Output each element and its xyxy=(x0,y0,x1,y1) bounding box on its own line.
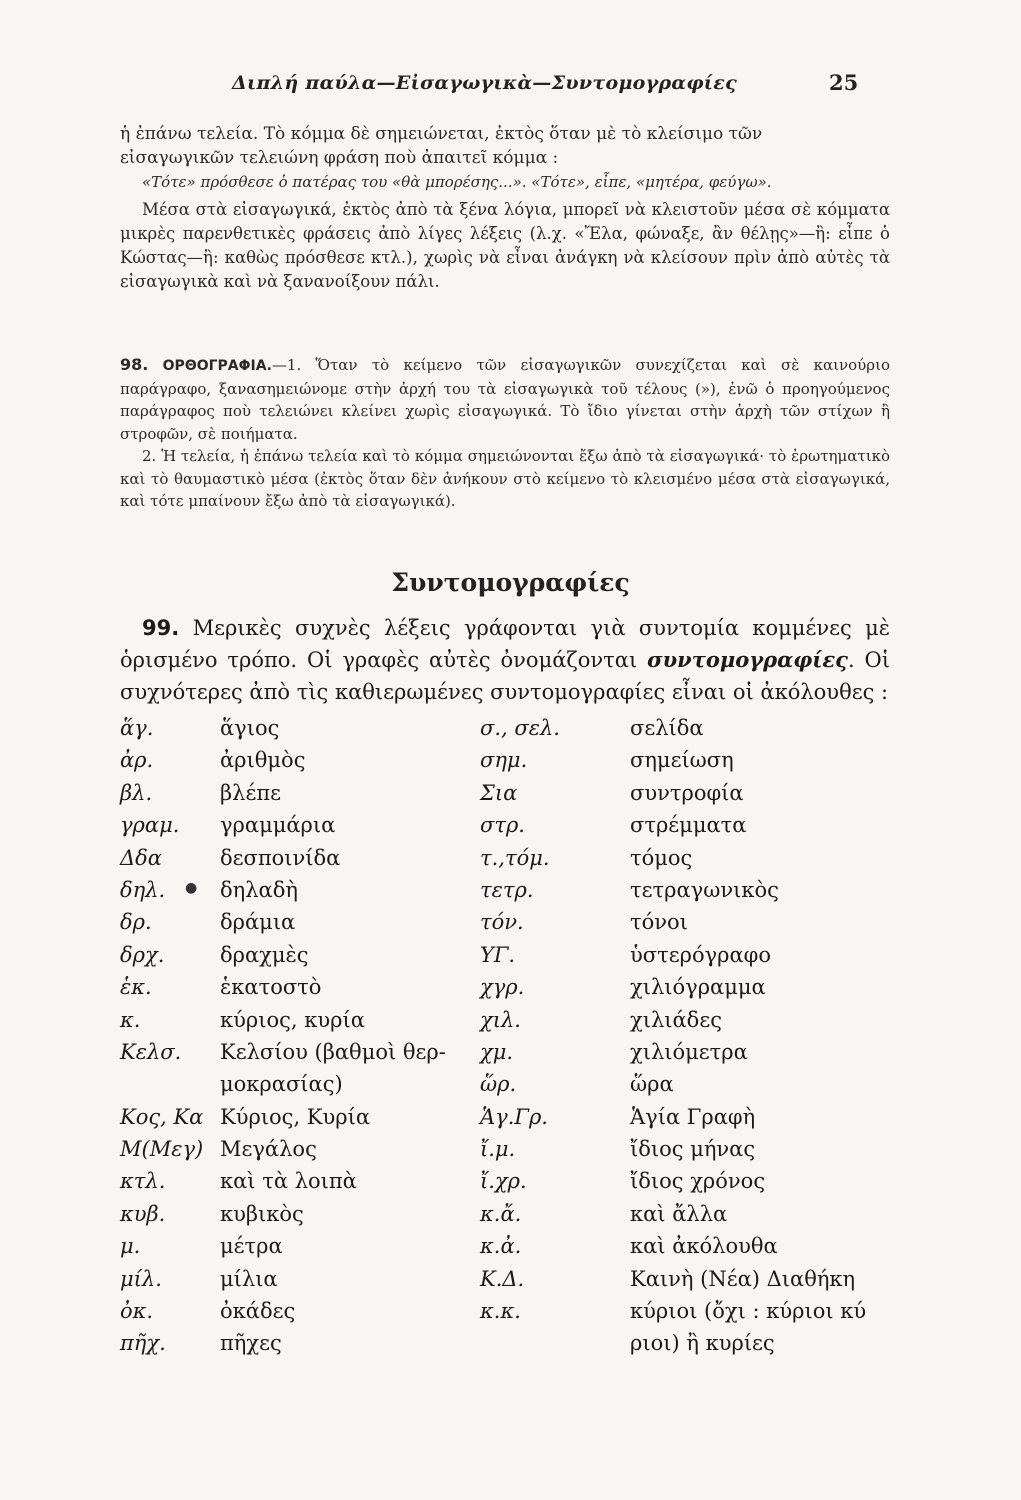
abbreviation: στρ. xyxy=(480,813,525,838)
abbreviation: ἴ.μ. xyxy=(480,1137,516,1162)
meaning: Κύριος, Κυρία xyxy=(220,1104,371,1129)
paragraph-quotes-inner: Μέσα στὰ εἰσαγωγικά, ἐκτὸς ἀπὸ τὰ ξένα λόγια, μπορεῖ νὰ κλειστοῦν μέσα σὲ κόμματα μικρὲς παρενθετικὲς φράσεις ἀπὸ λίγες λέξεις (λ.χ. «Ἔλα, φώναξε, ἂν θέλῃς»—ἢ: εἶπε ὁ Κώστας—ἢ: καθὼς πρόσθεσε κτλ.), χωρὶς νὰ εἶναι ἀνάγκη νὰ κλείσουν πρὶν ἀπὸ αὐτὲς τὰ εἰσαγωγικὰ καὶ νὰ ξανανοίξουν πάλι. xyxy=(120,200,890,291)
meaning: ριοι) ἢ κυρίες xyxy=(630,1331,775,1356)
abbreviation: Ἁγ.Γρ. xyxy=(480,1104,548,1129)
abbreviation-row xyxy=(120,842,910,874)
section-99-intro xyxy=(120,612,890,708)
meaning: πῆχες xyxy=(220,1331,282,1356)
section-98-item-2: 2. Ἡ τελεία, ἡ ἐπάνω τελεία καὶ τὸ κόμμα σημειώνονται ἔξω ἀπὸ τὰ εἰσαγωγικά· τὸ ἐρωτηματικὸ καὶ τὸ θαυμαστικὸ μέσα (ἐκτὸς ὅταν δὲν ἀνήκουν στὸ κείμενο τὸ κλεισμένο μέσα στὰ εἰσαγωγικά, καὶ τότε μπαίνουν ἔξω ἀπὸ τὰ εἰσαγωγικά). xyxy=(120,447,890,510)
abbreviation: γραμ. xyxy=(120,813,180,838)
meaning: κύριος, κυρία xyxy=(220,1007,365,1032)
abbreviation: Δδα xyxy=(120,845,162,870)
meaning: μοκρασίας) xyxy=(220,1072,343,1097)
abbreviation: πῆχ. xyxy=(120,1331,166,1356)
print-speck: ● xyxy=(185,880,198,896)
meaning: ἴδιος μήνας xyxy=(630,1137,756,1162)
meaning: χιλιόμετρα xyxy=(630,1039,748,1064)
meaning: Ἁγία Γραφὴ xyxy=(630,1104,756,1129)
section-heading: Συντομογραφίες xyxy=(391,568,630,597)
meaning: κυβικὸς xyxy=(220,1201,304,1226)
abbreviation-row xyxy=(120,971,910,1003)
defined-term: συντομογραφίες xyxy=(647,647,848,672)
meaning: δηλαδὴ xyxy=(220,877,298,902)
abbreviation: μίλ. xyxy=(120,1266,162,1291)
abbreviation: ὀκ. xyxy=(120,1299,154,1324)
abbreviation: ἑκ. xyxy=(120,975,152,1000)
meaning: ἅγιος xyxy=(220,716,280,740)
abbreviation-row xyxy=(120,1133,910,1165)
section-text: . Οἱ συχνότερες ἀπὸ τὶς καθιερωμένες συντομογραφίες εἶναι οἱ ἀκόλουθες : xyxy=(120,648,890,704)
abbreviation: ὥρ. xyxy=(480,1072,517,1097)
abbreviation: κυβ. xyxy=(120,1201,166,1226)
abbreviation: κ.ἄ. xyxy=(480,1201,522,1226)
section-number: 98. xyxy=(120,355,149,374)
abbreviation-row xyxy=(120,906,910,938)
paragraph-line: εἰσαγωγικῶν τελειώνη φράση ποὺ ἀπαιτεῖ κόμμα : xyxy=(120,148,559,168)
abbreviation-row xyxy=(120,1198,910,1230)
meaning: βλέπε xyxy=(220,780,282,805)
meaning: ἀριθμὸς xyxy=(220,748,306,773)
meaning: γραμμάρια xyxy=(220,813,336,838)
abbreviations-table xyxy=(120,712,910,1360)
abbreviation: δρχ. xyxy=(120,942,165,967)
abbreviation: σημ. xyxy=(480,748,528,773)
abbreviation: τόν. xyxy=(480,910,524,935)
section-98 xyxy=(120,354,890,513)
meaning: ἴδιος χρόνος xyxy=(630,1169,766,1194)
section-number: 99. xyxy=(142,616,180,640)
abbreviation: χγρ. xyxy=(480,975,525,1000)
abbreviation: δρ. xyxy=(120,910,152,935)
meaning: τόμος xyxy=(630,845,693,870)
meaning: τόνοι xyxy=(630,910,688,935)
page-number: 25 xyxy=(829,70,859,95)
abbreviation-row xyxy=(120,777,910,809)
abbreviation: κ.ἀ. xyxy=(480,1234,522,1259)
abbreviation: Κελσ. xyxy=(120,1039,182,1064)
meaning: σημείωση xyxy=(630,748,734,773)
abbreviation: σ., σελ. xyxy=(480,716,560,740)
section-text: —1. Ὅταν τὸ κείμενο τῶν εἰσαγωγικῶν συνεχίζεται καὶ σὲ καινούριο παράγραφο, ξανασημειώνομε στὴν ἀρχή του τὰ εἰσαγωγικὰ τοῦ τέλους (»), ἐνῶ ὁ προηγούμενος παράγραφος ποὺ τελειώνει κλείνει χωρὶς εἰσαγωγικά. Τὸ ἴδιο γίνεται στὴν ἀρχὴ τῶν στίχων ἢ στροφῶν, σὲ ποιήματα. xyxy=(120,356,890,443)
paragraph-line: ἡ ἐπάνω τελεία. Τὸ κόμμα δὲ σημειώνεται, ἐκτὸς ὅταν μὲ τὸ κλείσιμο τῶν xyxy=(120,124,763,144)
meaning: δράμια xyxy=(220,910,296,935)
meaning: κύριοι (ὄχι : κύριοι κύ xyxy=(630,1299,867,1324)
top-paragraphs xyxy=(120,122,890,294)
abbreviation: κτλ. xyxy=(120,1169,166,1194)
meaning: σελίδα xyxy=(630,716,704,740)
meaning: τετραγωνικὸς xyxy=(630,877,779,902)
abbreviation: δηλ. xyxy=(120,877,166,902)
meaning: καὶ ἀκόλουθα xyxy=(630,1234,778,1259)
abbreviation: ΥΓ. xyxy=(480,942,516,967)
abbreviation-row xyxy=(120,1327,910,1359)
meaning: Κελσίου (βαθμοὶ θερ- xyxy=(220,1039,446,1064)
abbreviation-row xyxy=(120,1230,910,1262)
meaning: ἑκατοστὸ xyxy=(220,975,322,1000)
abbreviation-row xyxy=(120,1036,910,1068)
meaning: καὶ τὰ λοιπὰ xyxy=(220,1169,357,1194)
abbreviation-row xyxy=(120,874,910,906)
abbreviation-row xyxy=(120,712,910,744)
abbreviation-row xyxy=(120,744,910,776)
abbreviation-row xyxy=(120,1004,910,1036)
abbreviation-row xyxy=(120,1101,910,1133)
abbreviation: μ. xyxy=(120,1234,141,1259)
abbreviation-row xyxy=(120,1295,910,1327)
abbreviation-row xyxy=(120,1263,910,1295)
meaning: στρέμματα xyxy=(630,813,747,838)
meaning: χιλιάδες xyxy=(630,1007,722,1032)
abbreviation: τετρ. xyxy=(480,877,534,902)
abbreviation: ἴ.χρ. xyxy=(480,1169,527,1194)
meaning: μέτρα xyxy=(220,1234,283,1259)
meaning: δεσποινίδα xyxy=(220,845,341,870)
abbreviation-row xyxy=(120,809,910,841)
section-98-item-1 xyxy=(120,354,890,445)
abbreviation: ἀρ. xyxy=(120,748,154,773)
section-title: ΟΡΘΟΓΡΑΦΙΑ. xyxy=(162,358,272,374)
abbreviation: Σια xyxy=(480,780,518,805)
meaning: ὀκάδες xyxy=(220,1299,296,1324)
abbreviation: κ.κ. xyxy=(480,1299,521,1324)
abbreviation: χμ. xyxy=(480,1039,514,1064)
abbreviation: τ.,τόμ. xyxy=(480,845,550,870)
meaning: δραχμὲς xyxy=(220,942,309,967)
meaning: Μεγάλος xyxy=(220,1137,317,1162)
abbreviation: Μ(Μεγ) xyxy=(120,1137,204,1162)
abbreviation-row xyxy=(120,1068,910,1100)
abbreviation: Κ.Δ. xyxy=(480,1266,525,1291)
abbreviation: χιλ. xyxy=(480,1007,521,1032)
abbreviation: ἅγ. xyxy=(120,716,154,740)
example-quote: «Τότε» πρόσθεσε ὁ πατέρας του «θὰ μπορέσης...». «Τότε», εἶπε, «μητέρα, φεύγω». xyxy=(142,173,772,191)
abbreviation-row xyxy=(120,939,910,971)
section-text: Μερικὲς συχνὲς λέξεις γράφονται γιὰ συντομία κομμένες μὲ ὁρισμένο τρόπο. Οἱ γραφὲς αὐτὲς ὀνομάζονται xyxy=(120,616,890,672)
abbreviation: Κος, Κα xyxy=(120,1104,204,1129)
meaning: μίλια xyxy=(220,1266,278,1291)
abbreviation: κ. xyxy=(120,1007,141,1032)
meaning: ὑστερόγραφο xyxy=(630,942,772,967)
meaning: καὶ ἄλλα xyxy=(630,1201,728,1226)
meaning: Καινὴ (Νέα) Διαθήκη xyxy=(630,1266,856,1291)
meaning: ὥρα xyxy=(630,1072,674,1097)
running-title: Διπλή παύλα—Εἰσαγωγικὰ—Συντομογραφίες xyxy=(232,72,738,94)
meaning: συντροφία xyxy=(630,780,744,805)
abbreviation: βλ. xyxy=(120,780,153,805)
meaning: χιλιόγραμμα xyxy=(630,975,766,1000)
abbreviation-row xyxy=(120,1165,910,1197)
